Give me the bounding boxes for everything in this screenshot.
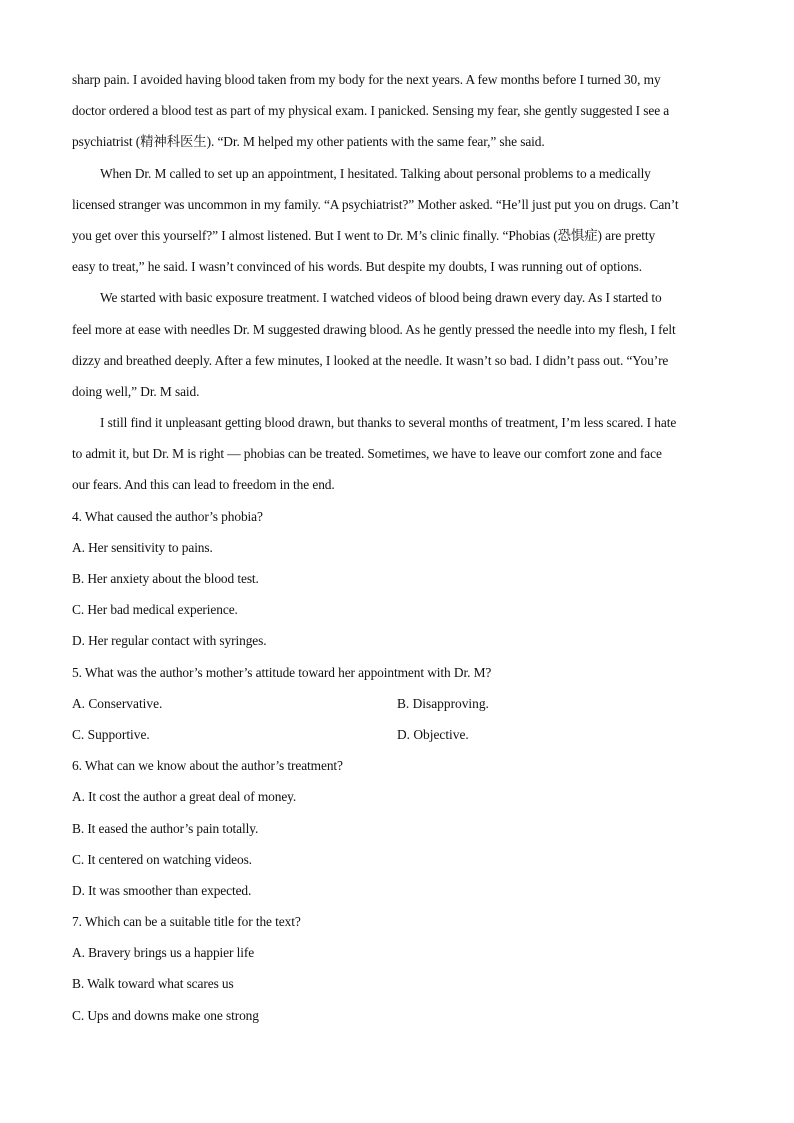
option-row: [72, 719, 724, 750]
answer-option: C. It centered on watching videos.: [72, 851, 252, 867]
answer-option: B. Her anxiety about the blood test.: [72, 571, 259, 586]
answer-option: A. Her sensitivity to pains.: [72, 539, 213, 555]
answer-option: A. Conservative.: [72, 695, 163, 711]
question-block: [72, 750, 724, 906]
answer-option: C. Her bad medical experience.: [72, 602, 238, 618]
question-block: [72, 906, 724, 1031]
question-stem: 6. What can we know about the author’s treatment?: [72, 758, 343, 774]
passage-line: We started with basic exposure treatment. I watched videos of blood being drawn every day. As I started to: [100, 290, 662, 306]
answer-option: A. Bravery brings us a happier life: [72, 945, 255, 961]
passage-line: to admit it, but Dr. M is right — phobias can be treated. Sometimes, we have to leave our comfort zone and face: [72, 446, 662, 462]
passage-line: feel more at ease with needles Dr. M suggested drawing blood. As he gently pressed the needle into my flesh, I felt: [72, 321, 676, 337]
answer-option: C. Supportive.: [72, 726, 150, 742]
answer-option: D. It was smoother than expected.: [72, 882, 252, 898]
passage-line: easy to treat,” he said. I wasn’t convinced of his words. But despite my doubts, I was running out of options.: [72, 259, 643, 275]
passage-line: doing well,” Dr. M said.: [72, 383, 200, 399]
question-list: [72, 501, 724, 1031]
answer-option: B. Walk toward what scares us: [72, 976, 234, 992]
answer-option: A. It cost the author a great deal of money.: [72, 789, 297, 805]
answer-option: B. It eased the author’s pain totally.: [72, 820, 259, 836]
question-stem: 4. What caused the author’s phobia?: [72, 508, 263, 524]
passage-line: psychiatrist (精神科医生). “Dr. M helped my other patients with the same fear,” she said.: [72, 134, 545, 150]
question-stem: 7. Which can be a suitable title for the text?: [72, 914, 301, 930]
document-page: [72, 64, 724, 1031]
passage-line: licensed stranger was uncommon in my family. “A psychiatrist?” Mother asked. “He’ll just put you on drugs. Can’t: [72, 196, 679, 212]
option-row: [72, 688, 724, 719]
answer-option: C. Ups and downs make one strong: [72, 1007, 259, 1023]
passage-line: dizzy and breathed deeply. After a few minutes, I looked at the needle. It wasn’t so bad. I didn’t pass out. “You’re: [72, 352, 669, 368]
question-stem: 5. What was the author’s mother’s attitude toward her appointment with Dr. M?: [72, 664, 492, 680]
answer-option: B. Disapproving.: [397, 695, 489, 711]
question-block: [72, 501, 724, 657]
passage-line: our fears. And this can lead to freedom in the end.: [72, 477, 335, 493]
passage-line: I still find it unpleasant getting blood drawn, but thanks to several months of treatment, I’m less scared. I hate: [100, 415, 677, 431]
reading-passage: [72, 64, 724, 501]
question-block: [72, 657, 724, 751]
passage-line: When Dr. M called to set up an appointment, I hesitated. Talking about personal problems to a medically: [100, 165, 651, 181]
answer-option: D. Objective.: [397, 726, 469, 742]
passage-line: sharp pain. I avoided having blood taken from my body for the next years. A few months before I turned 30, my: [72, 72, 661, 87]
passage-line: you get over this yourself?” I almost listened. But I went to Dr. M’s clinic finally. “Phobias (恐惧症) are pretty: [72, 227, 656, 243]
passage-line: doctor ordered a blood test as part of my physical exam. I panicked. Sensing my fear, she gently suggested I see a: [72, 103, 670, 119]
answer-option: D. Her regular contact with syringes.: [72, 633, 267, 649]
